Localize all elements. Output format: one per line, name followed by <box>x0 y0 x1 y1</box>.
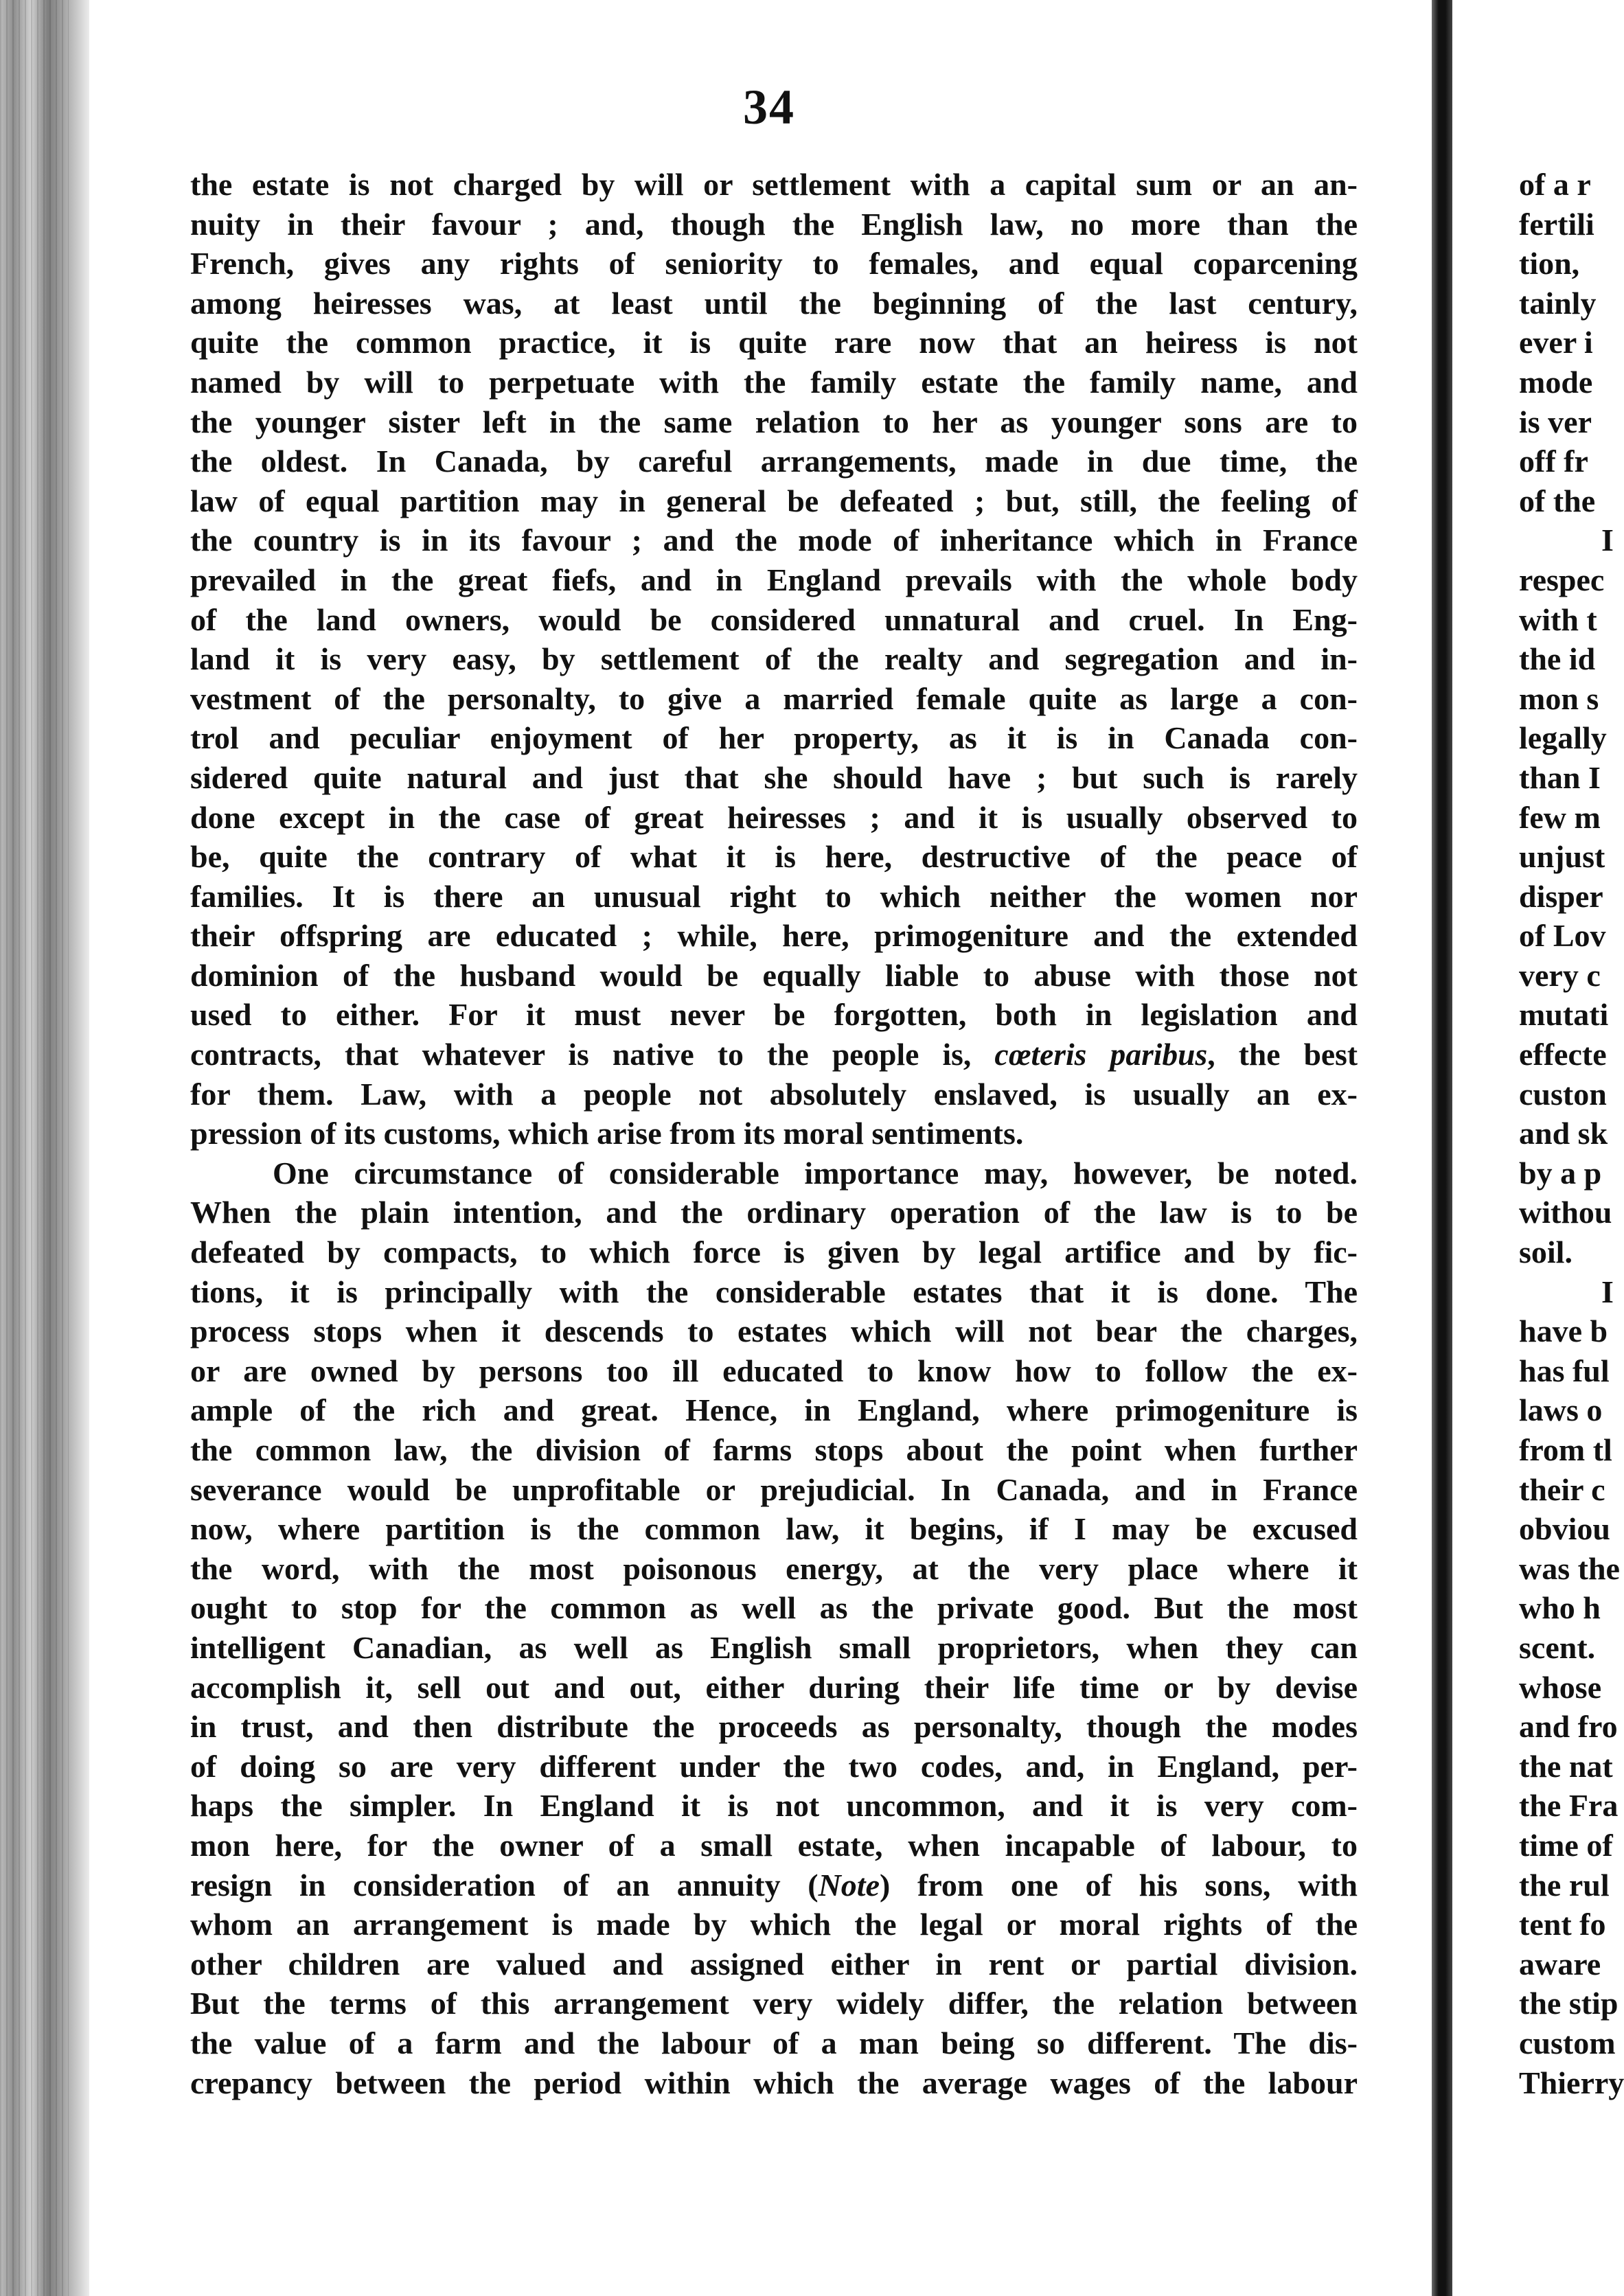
text-line: tions, it is principally with the considerable estates that it is done. The <box>190 1274 1358 1309</box>
right-page-line: with t <box>1519 601 1597 637</box>
text-line: the common law, the division of farms stops about the point when further <box>190 1432 1358 1467</box>
text-line: sidered quite natural and just that she should have ; but such is rarely <box>190 759 1358 795</box>
right-page-line: laws o <box>1519 1392 1603 1428</box>
right-page-line: and fro <box>1519 1709 1618 1745</box>
right-page-line: and sk <box>1519 1116 1608 1151</box>
right-page-line: the id <box>1519 641 1596 677</box>
text-line: defeated by compacts, to which force is given by legal artifice and by fic- <box>190 1235 1358 1270</box>
right-page-line: I <box>1601 523 1614 558</box>
right-page-line: of the <box>1519 483 1596 518</box>
text-line: for them. Law, with a people not absolutely enslaved, is usually an ex- <box>190 1076 1358 1112</box>
right-page-line: time of <box>1519 1827 1613 1863</box>
right-page-line: legally <box>1519 720 1607 756</box>
text-line: When the plain intention, and the ordinary operation of the law is to be <box>190 1195 1358 1230</box>
text-line: pression of its customs, which arise from its moral sentiments. <box>190 1116 1024 1151</box>
right-page-line: mode <box>1519 364 1593 400</box>
text-line: their offspring are educated ; while, here, primogeniture and the extended <box>190 918 1358 954</box>
text-line: among heiresses was, at least until the beginning of the last century, <box>190 285 1358 321</box>
text-line: French, gives any rights of seniority to females, and equal coparcening <box>190 246 1358 282</box>
right-page-line: scent. <box>1519 1629 1596 1665</box>
right-page-text-fragment <box>1519 165 1624 2102</box>
right-page-line: have b <box>1519 1313 1608 1349</box>
text-line: families. It is there an unusual right to which neither the women nor <box>190 878 1358 914</box>
text-line: But the terms of this arrangement very widely differ, the relation between <box>190 1986 1358 2021</box>
right-page-line: their c <box>1519 1471 1605 1507</box>
right-page-line: mon s <box>1519 680 1599 716</box>
right-page-line: ever i <box>1519 325 1593 360</box>
text-line: of doing so are very different under the two codes, and, in England, per- <box>190 1748 1358 1784</box>
text-line: the oldest. In Canada, by careful arrangements, made in due time, the <box>190 444 1358 479</box>
page-gutter <box>1432 0 1452 2296</box>
right-page-line: whose <box>1519 1669 1602 1705</box>
right-page-line: respec <box>1519 562 1605 597</box>
right-page-line: aware <box>1519 1946 1601 1982</box>
text-line: prevailed in the great fiefs, and in England prevails with the whole body <box>190 562 1358 597</box>
text-line: the country is in its favour ; and the mode of inheritance which in France <box>190 523 1358 558</box>
right-page-line: the Fra <box>1519 1788 1619 1824</box>
text-line: or are owned by persons too ill educated to know how to follow the ex- <box>190 1353 1358 1388</box>
book-binding-edge <box>0 0 89 2296</box>
text-line: accomplish it, sell out and out, either during their life time or by devise <box>190 1669 1358 1705</box>
text-line: named by will to perpetuate with the family estate the family name, and <box>190 364 1358 400</box>
right-page-line: is ver <box>1519 404 1592 439</box>
text-line: trol and peculiar enjoyment of her property, as it is in Canada con- <box>190 720 1358 756</box>
right-page-line: effecte <box>1519 1037 1607 1072</box>
right-page-line: disper <box>1519 878 1603 914</box>
right-page-line: from tl <box>1519 1432 1612 1467</box>
text-line: land it is very easy, by settlement of the realty and segregation and in- <box>190 641 1358 677</box>
right-page-line: obviou <box>1519 1511 1610 1547</box>
text-line: severance would be unprofitable or prejudicial. In Canada, and in France <box>190 1471 1358 1507</box>
text-line: haps the simpler. In England it is not uncommon, and it is very com- <box>190 1788 1358 1824</box>
text-line: other children are valued and assigned either in rent or partial division. <box>190 1946 1358 1982</box>
right-page-line: than I <box>1519 759 1601 795</box>
right-page-line: I <box>1601 1274 1614 1309</box>
text-line: One circumstance of considerable importance may, however, be noted. <box>273 1155 1358 1191</box>
text-line: ample of the rich and great. Hence, in England, where primogeniture is <box>190 1392 1358 1428</box>
text-line: of the land owners, would be considered unnatural and cruel. In Eng- <box>190 601 1358 637</box>
text-line: whom an arrangement is made by which the legal or moral rights of the <box>190 1907 1358 1942</box>
text-line: the value of a farm and the labour of a man being so different. The dis- <box>190 2025 1358 2060</box>
text-line: the younger sister left in the same relation to her as younger sons are to <box>190 404 1358 439</box>
text-line: process stops when it descends to estates which will not bear the charges, <box>190 1313 1358 1349</box>
right-page-line: few m <box>1519 799 1601 835</box>
right-page-line: unjust <box>1519 839 1605 875</box>
text-line: the word, with the most poisonous energy, at the very place where it <box>190 1550 1358 1586</box>
right-page-line: Thierry <box>1519 2065 1624 2100</box>
italic-term: Note <box>818 1867 880 1903</box>
right-page-line: the rul <box>1519 1867 1610 1903</box>
text-line: ought to stop for the common as well as the private good. But the most <box>190 1590 1358 1626</box>
right-page-line: off fr <box>1519 444 1588 479</box>
right-page-line: the nat <box>1519 1748 1613 1784</box>
text-line: resign in consideration of an annuity (Note) from one of his sons, with <box>190 1867 1358 1903</box>
text-line: mon here, for the owner of a small estate, when incapable of labour, to <box>190 1827 1358 1863</box>
italic-term: cœteris paribus <box>994 1037 1208 1072</box>
text-line: be, quite the contrary of what it is here, destructive of the peace of <box>190 839 1358 875</box>
text-line: done except in the case of great heiresses ; and it is usually observed to <box>190 799 1358 835</box>
right-page-line: fertili <box>1519 206 1594 242</box>
text-line: quite the common practice, it is quite rare now that an heiress is not <box>190 325 1358 360</box>
right-page-line: of Lov <box>1519 918 1606 954</box>
right-page-line: soil. <box>1519 1235 1572 1270</box>
text-line: intelligent Canadian, as well as English small proprietors, when they can <box>190 1629 1358 1665</box>
right-page-line: tion, <box>1519 246 1580 282</box>
text-line: crepancy between the period within which the average wages of the labour <box>190 2065 1358 2100</box>
text-line: now, where partition is the common law, it begins, if I may be excused <box>190 1511 1358 1547</box>
text-line: in trust, and then distribute the proceeds as personalty, though the modes <box>190 1709 1358 1745</box>
page-number: 34 <box>743 80 795 135</box>
text-line: nuity in their favour ; and, though the English law, no more than the <box>190 206 1358 242</box>
right-page-line: was the <box>1519 1550 1620 1586</box>
text-line: dominion of the husband would be equally liable to abuse with those not <box>190 957 1358 993</box>
right-page-line: who h <box>1519 1590 1601 1626</box>
right-page-line: very c <box>1519 957 1601 993</box>
text-line: contracts, that whatever is native to the people is, cœteris paribus, the best <box>190 1037 1358 1072</box>
right-page-line: has ful <box>1519 1353 1610 1388</box>
right-page-line: withou <box>1519 1195 1612 1230</box>
text-line: used to either. For it must never be forgotten, both in legislation and <box>190 997 1358 1033</box>
right-page-line: by a p <box>1519 1155 1602 1191</box>
right-page-line: custon <box>1519 1076 1607 1112</box>
text-line: law of equal partition may in general be defeated ; but, still, the feeling of <box>190 483 1358 518</box>
right-page-line: of a r <box>1519 167 1591 202</box>
binding-texture <box>0 0 69 2296</box>
right-page-line: custom <box>1519 2025 1616 2060</box>
right-page-line: the stip <box>1519 1986 1619 2021</box>
main-text-block <box>190 165 1358 2102</box>
text-line: the estate is not charged by will or settlement with a capital sum or an an- <box>190 167 1358 202</box>
right-page-line: tainly <box>1519 285 1597 321</box>
right-page-line: mutati <box>1519 997 1609 1033</box>
right-page-line: tent fo <box>1519 1907 1606 1942</box>
text-line: vestment of the personalty, to give a married female quite as large a con- <box>190 680 1358 716</box>
